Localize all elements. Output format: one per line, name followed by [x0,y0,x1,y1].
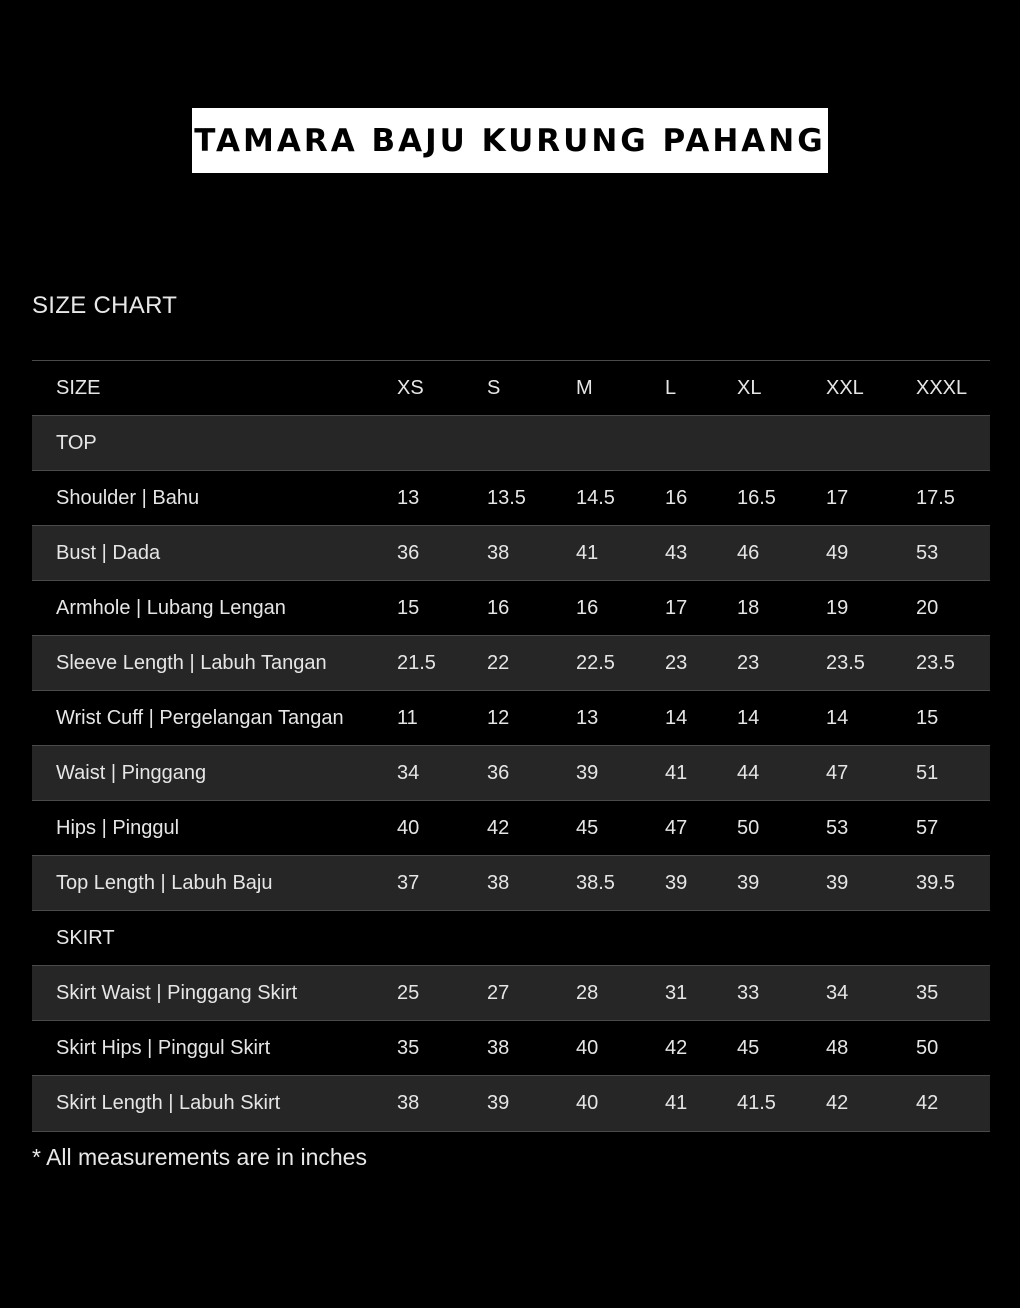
cell-value: 31 [665,982,688,1004]
title-banner [192,108,828,173]
cell-value: 17.5 [916,487,955,509]
size-chart-table [32,360,990,1132]
cell-value: 22.5 [576,652,615,674]
header-size-s: S [487,377,501,399]
cell-value: 51 [916,762,939,784]
section-label: SIZE CHART [32,292,178,319]
cell-value: 13.5 [487,487,526,509]
header-size-xs: XS [397,377,424,399]
cell-value: 16 [665,487,688,509]
cell-value: 47 [665,817,688,839]
cell-value: 38 [487,872,510,894]
table-row [32,636,990,691]
cell-value: 23.5 [916,652,955,674]
cell-value: 38 [397,1092,420,1114]
cell-value: 50 [916,1037,939,1059]
cell-value: 13 [576,707,599,729]
cell-value: 22 [487,652,510,674]
cell-value: 45 [737,1037,760,1059]
table-row [32,471,990,526]
page-title: TAMARA BAJU KURUNG PAHANG [194,122,826,159]
header-size-xxxl: XXXL [916,377,968,399]
row-label: Bust | Dada [56,542,161,564]
header-size-m: M [576,377,593,399]
row-label: Armhole | Lubang Lengan [56,597,286,619]
cell-value: 40 [576,1092,599,1114]
table-row [32,526,990,581]
cell-value: 43 [665,542,688,564]
cell-value: 41 [665,762,688,784]
cell-value: 47 [826,762,849,784]
group-label-skirt: SKIRT [56,927,115,949]
header-size-xxl: XXL [826,377,864,399]
cell-value: 20 [916,597,939,619]
cell-value: 40 [576,1037,599,1059]
table-row [32,856,990,911]
cell-value: 44 [737,762,760,784]
cell-value: 50 [737,817,760,839]
row-label: Skirt Hips | Pinggul Skirt [56,1037,271,1059]
measurement-footnote: * All measurements are in inches [32,1144,367,1170]
cell-value: 14.5 [576,487,615,509]
cell-value: 33 [737,982,760,1004]
cell-value: 42 [665,1037,688,1059]
cell-value: 53 [826,817,849,839]
cell-value: 14 [737,707,760,729]
cell-value: 41 [665,1092,688,1114]
cell-value: 23 [737,652,760,674]
cell-value: 34 [397,762,420,784]
cell-value: 23.5 [826,652,865,674]
row-label: Skirt Waist | Pinggang Skirt [56,982,298,1004]
cell-value: 46 [737,542,760,564]
table-row [32,801,990,856]
cell-value: 15 [397,597,420,619]
row-label: Hips | Pinggul [56,817,180,839]
cell-value: 36 [487,762,510,784]
table-row [32,966,990,1021]
cell-value: 42 [826,1092,849,1114]
cell-value: 38.5 [576,872,615,894]
cell-value: 41 [576,542,599,564]
cell-value: 25 [397,982,420,1004]
cell-value: 17 [826,487,849,509]
cell-value: 39 [737,872,760,894]
row-label: Top Length | Labuh Baju [56,872,273,894]
cell-value: 42 [916,1092,939,1114]
table-row [32,581,990,636]
cell-value: 18 [737,597,760,619]
table-header-row [32,361,990,416]
row-label: Wrist Cuff | Pergelangan Tangan [56,707,344,729]
cell-value: 39 [826,872,849,894]
cell-value: 39 [576,762,599,784]
cell-value: 39 [665,872,688,894]
row-label: Waist | Pinggang [56,762,207,784]
cell-value: 49 [826,542,849,564]
row-label: Sleeve Length | Labuh Tangan [56,652,327,674]
cell-value: 57 [916,817,939,839]
cell-value: 14 [665,707,688,729]
cell-value: 38 [487,542,510,564]
cell-value: 35 [916,982,939,1004]
group-row-top [32,416,990,471]
cell-value: 28 [576,982,599,1004]
cell-value: 40 [397,817,420,839]
cell-value: 38 [487,1037,510,1059]
cell-value: 42 [487,817,510,839]
cell-value: 39 [487,1092,510,1114]
cell-value: 13 [397,487,420,509]
cell-value: 53 [916,542,939,564]
header-size-xl: XL [737,377,762,399]
cell-value: 21.5 [397,652,436,674]
cell-value: 11 [397,707,418,729]
row-label: Shoulder | Bahu [56,487,200,509]
cell-value: 16 [487,597,510,619]
row-label: Skirt Length | Labuh Skirt [56,1092,281,1114]
cell-value: 15 [916,707,939,729]
cell-value: 19 [826,597,849,619]
table-row [32,746,990,801]
header-size-l: L [665,377,677,399]
group-row-skirt [32,911,990,966]
table-row [32,1021,990,1076]
cell-value: 48 [826,1037,849,1059]
cell-value: 23 [665,652,688,674]
table-row [32,1076,990,1132]
cell-value: 35 [397,1037,420,1059]
cell-value: 37 [397,872,420,894]
cell-value: 41.5 [737,1092,776,1114]
cell-value: 16 [576,597,599,619]
cell-value: 14 [826,707,849,729]
table-row [32,691,990,746]
cell-value: 12 [487,707,510,729]
cell-value: 39.5 [916,872,955,894]
group-label-top: TOP [56,432,97,454]
cell-value: 36 [397,542,420,564]
header-size-label: SIZE [56,377,101,399]
cell-value: 45 [576,817,599,839]
cell-value: 16.5 [737,487,776,509]
cell-value: 17 [665,597,688,619]
cell-value: 27 [487,982,510,1004]
cell-value: 34 [826,982,849,1004]
